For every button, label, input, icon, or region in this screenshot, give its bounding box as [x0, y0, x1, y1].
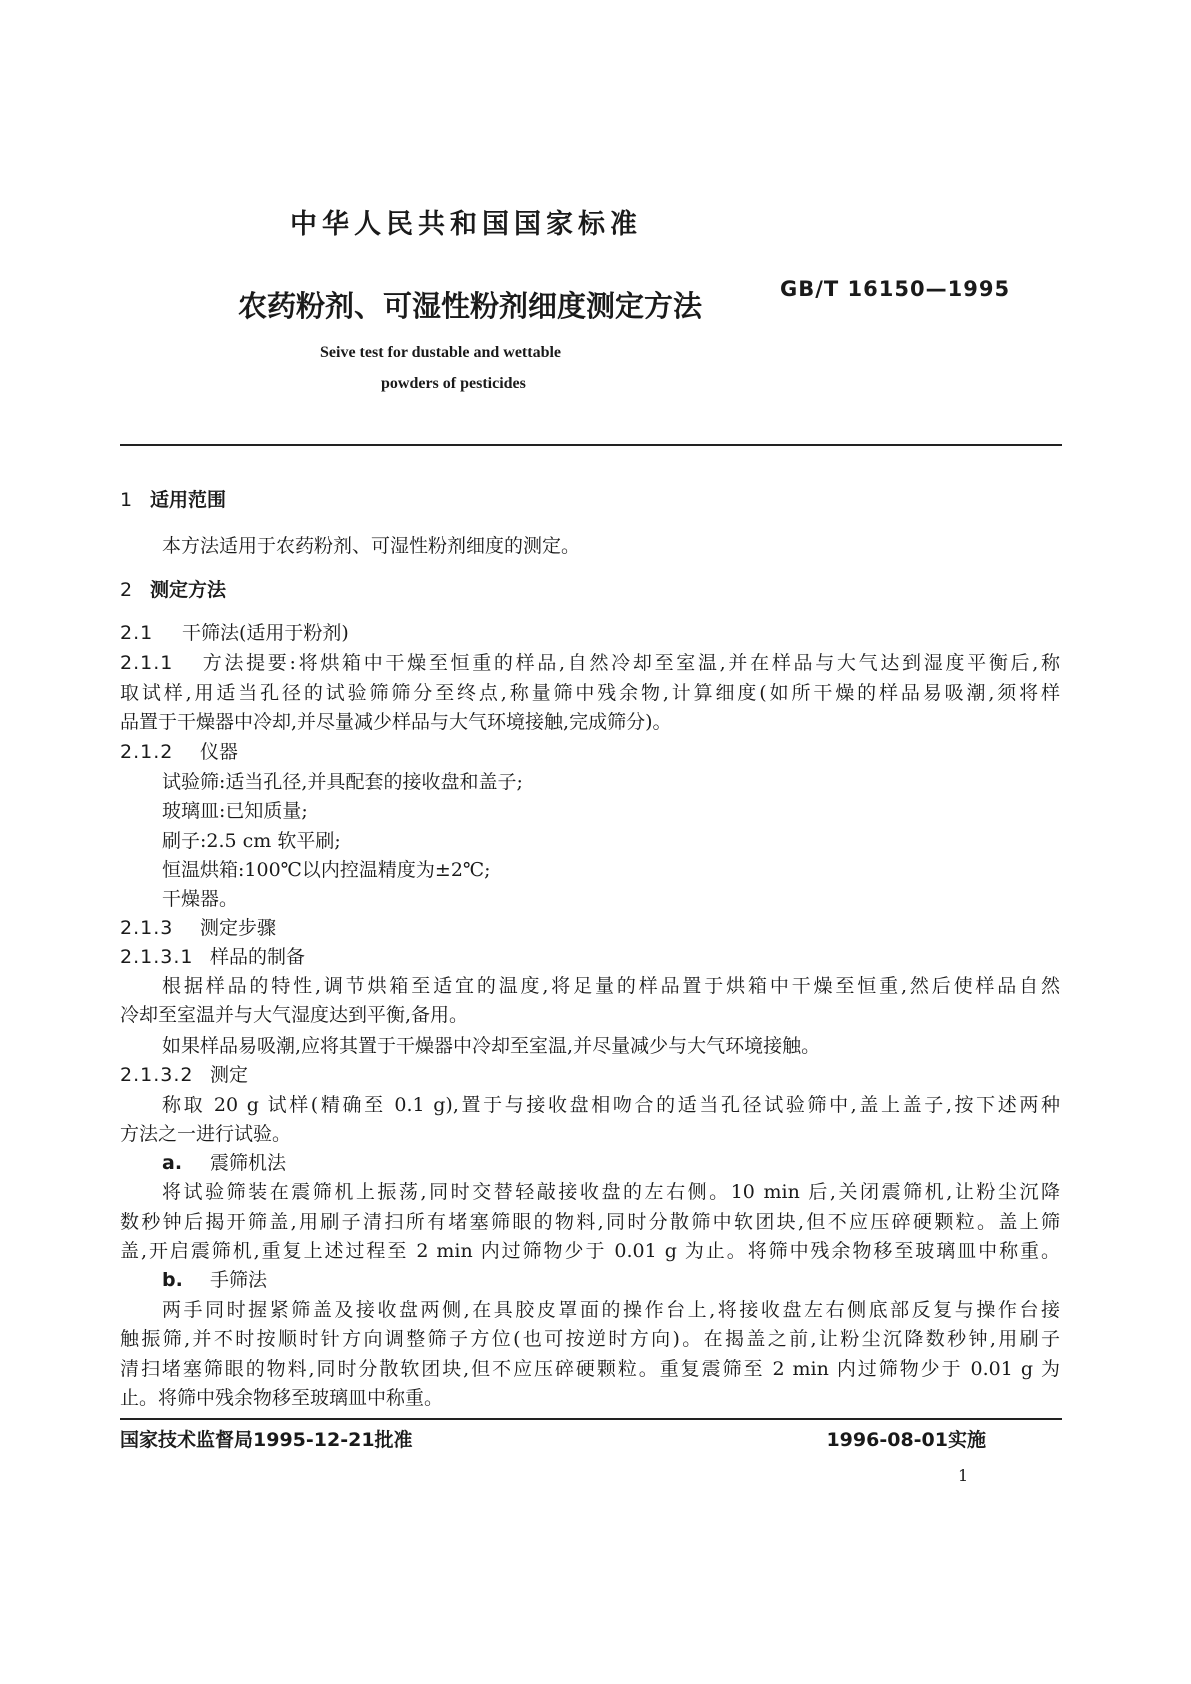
- paragraph-line: 如果样品易吸潮,应将其置于干燥器中冷却至室温,并尽量减少与大气环境接触。: [162, 1035, 821, 1057]
- paragraph-line: 将试验筛装在震筛机上振荡,同时交替轻敲接收盘的左右侧。10 min 后,关闭震筛机,让粉尘沉降: [162, 1181, 1060, 1203]
- apparatus-item: 干燥器。: [162, 888, 239, 910]
- method-title: 震筛机法: [210, 1152, 287, 1174]
- paragraph-line: 根据样品的特性,调节烘箱至适宜的温度,将足量的样品置于烘箱中干燥至恒重,然后使样品自然: [162, 975, 1060, 997]
- section-title: 适用范围: [150, 489, 227, 511]
- document-title: 农药粉剂、可湿性粉剂细度测定方法: [238, 289, 703, 323]
- section-title: 样品的制备: [210, 946, 306, 968]
- paragraph-line: 两手同时握紧筛盖及接收盘两侧,在具胶皮罩面的操作台上,将接收盘左右侧底部反复与操作台接: [162, 1299, 1060, 1321]
- section-number: 1: [120, 489, 134, 511]
- section-number: 2.1.3.2: [120, 1064, 194, 1086]
- section-number: 2.1.3.1: [120, 946, 194, 968]
- section-2-1-1-line: [120, 649, 1060, 677]
- paragraph-line: 盖,开启震筛机,重复上述过程至 2 min 内过筛物少于 0.01 g 为止。将筛中残余物移至玻璃皿中称重。: [120, 1240, 1060, 1262]
- apparatus-item: 玻璃皿:已知质量;: [162, 800, 308, 822]
- english-title-line2: powders of pesticides: [381, 375, 526, 392]
- apparatus-item: 试验筛:适当孔径,并具配套的接收盘和盖子;: [162, 771, 523, 793]
- apparatus-item: 恒温烘箱:100℃以内控温精度为±2℃;: [162, 859, 491, 881]
- paragraph-line: 本方法适用于农药粉剂、可湿性粉剂细度的测定。: [162, 535, 581, 557]
- section-2-1-3-heading: [120, 914, 1060, 942]
- english-title-line1: Seive test for dustable and wettable: [320, 344, 562, 361]
- header-divider: [120, 444, 1062, 446]
- section-title: 仪器: [200, 741, 239, 763]
- paragraph-line: 冷却至室温并与大气湿度达到平衡,备用。: [120, 1004, 469, 1026]
- section-title: 测定方法: [150, 579, 227, 601]
- section-number: 2.1.3: [120, 917, 174, 939]
- effective-date: 1996-08-01实施: [826, 1429, 986, 1451]
- apparatus-item: 刷子:2.5 cm 软平刷;: [162, 830, 341, 852]
- footer-divider: [120, 1418, 1062, 1420]
- section-number: 2.1: [120, 622, 154, 644]
- national-standard-heading: 中华人民共和国国家标准: [290, 209, 642, 240]
- paragraph-line: 称取 20 g 试样(精确至 0.1 g),置于与接收盘相吻合的适当孔径试验筛中,盖上盖子,按下述两种: [162, 1094, 1060, 1116]
- paragraph-line: 触振筛,并不时按顺时针方向调整筛子方位(也可按逆时方向)。在揭盖之前,让粉尘沉降数秒钟,用刷子: [120, 1328, 1060, 1350]
- method-a-heading: [162, 1149, 1060, 1177]
- page-number: 1: [958, 1466, 969, 1485]
- method-b-heading: [162, 1266, 1060, 1294]
- paragraph-line: 数秒钟后揭开筛盖,用刷子清扫所有堵塞筛眼的物料,同时分散筛中软团块,但不应压碎硬颗粒。盖上筛: [120, 1211, 1060, 1233]
- section-title: 测定: [210, 1064, 249, 1086]
- paragraph-line: 品置于干燥器中冷却,并尽量减少样品与大气环境接触,完成筛分)。: [120, 711, 672, 733]
- section-2-1-3-2-heading: [120, 1061, 1060, 1089]
- section-title: 测定步骤: [200, 917, 277, 939]
- section-2-1-2-heading: [120, 738, 1060, 766]
- paragraph-line: 清扫堵塞筛眼的物料,同时分散软团块,但不应压碎硬颗粒。重复震筛至 2 min 内过筛物少于 0.01 g 为: [120, 1358, 1060, 1380]
- standard-code: GB/T 16150—1995: [780, 277, 1011, 301]
- section-number: 2: [120, 579, 134, 601]
- section-1-heading: [120, 486, 1060, 514]
- section-number: 2.1.2: [120, 741, 174, 763]
- approval-note: 国家技术监督局1995-12-21批准: [120, 1429, 413, 1451]
- method-label: b.: [162, 1269, 183, 1291]
- section-2-1-heading: [120, 619, 1060, 647]
- paragraph-line: 取试样,用适当孔径的试验筛筛分至终点,称量筛中残余物,计算细度(如所干燥的样品易吸潮,须将样: [120, 682, 1060, 704]
- method-title: 手筛法: [210, 1269, 268, 1291]
- paragraph-line: 方法之一进行试验。: [120, 1123, 292, 1145]
- paragraph-line: 止。将筛中残余物移至玻璃皿中称重。: [120, 1387, 444, 1409]
- method-label: a.: [162, 1152, 183, 1174]
- section-2-heading: [120, 576, 1060, 604]
- section-2-1-3-1-heading: [120, 943, 1060, 971]
- section-title: 干筛法(适用于粉剂): [182, 622, 349, 644]
- paragraph-text: 方法提要:将烘箱中干燥至恒重的样品,自然冷却至室温,并在样品与大气达到湿度平衡后,称: [200, 652, 1060, 674]
- section-number: 2.1.1: [120, 652, 174, 674]
